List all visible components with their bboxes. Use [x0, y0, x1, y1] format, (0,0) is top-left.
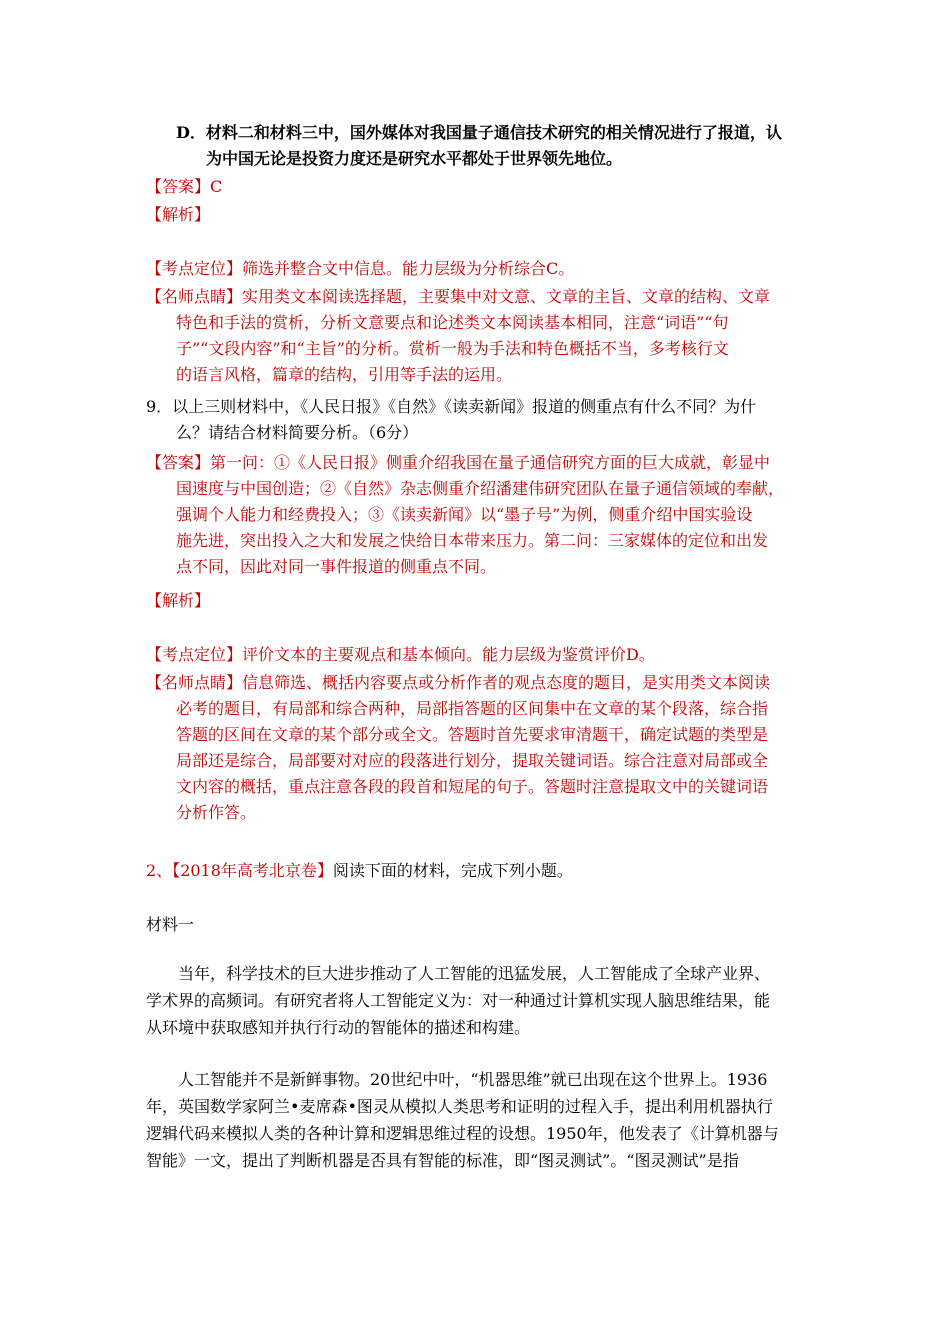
material-paragraph-1: [146, 960, 806, 1041]
q9-dianjing: [146, 670, 806, 826]
q9-question-line-2: 么？请结合材料简要分析。（6分）: [176, 423, 419, 442]
para1-line-3: 从环境中获取感知并执行行动的智能体的描述和构建。: [146, 1018, 531, 1037]
q9-answer-line-3: 强调个人能力和经费投入；③《读卖新闻》以“墨子号”为例，侧重介绍中国实验设: [176, 505, 753, 524]
q8-dianjing-line-1: 【名师点睛】实用类文本阅读选择题，主要集中对文意、文章的主旨、文章的结构、文章: [146, 287, 771, 306]
para2-line-4: 智能》一文，提出了判断机器是否具有智能的标准，即“图灵测试”。“图灵测试”是指: [146, 1151, 739, 1170]
q9-analysis-label: 【解析】: [146, 591, 211, 610]
q8-dianjing: [146, 284, 806, 388]
q9-question-line-1: 9．以上三则材料中，《人民日报》《自然》《读卖新闻》报道的侧重点有什么不同？为什: [146, 397, 757, 416]
section-2-header: [146, 858, 806, 884]
q8-dianjing-line-2: 特色和手法的赏析，分析文意要点和论述类文本阅读基本相同，注意“词语”“句: [176, 313, 729, 332]
q8-answer: 【答案】C: [146, 177, 223, 196]
q9-dianjing-line-4: 局部还是综合，局部要对对应的段落进行划分，提取关键词语。综合注意对局部或全: [176, 751, 769, 770]
para2-line-3: 逻辑代码来模拟人类的各种计算和逻辑思维过程的设想。1950年，他发表了《计算机器与: [146, 1124, 779, 1143]
q8-dianjing-line-3: 子”“文段内容”和“主旨”的分析。赏析一般为手法和特色概括不当，多考核行文: [176, 339, 729, 358]
q9-dianjing-line-2: 必考的题目，有局部和综合两种，局部指答题的区间集中在文章的某个段落，综合指: [176, 699, 769, 718]
q9-dianjing-line-3: 答题的区间在文章的某个部分或全文。答题时首先要求审清题干，确定试题的类型是: [176, 725, 769, 744]
para1-line-1: 当年，科学技术的巨大进步推动了人工智能的迅猛发展，人工智能成了全球产业界、: [178, 964, 771, 983]
section-2-number: 2、: [146, 861, 173, 880]
q9-dianjing-line-6: 分析作答。: [176, 803, 257, 822]
q9-kaodian: 【考点定位】评价文本的主要观点和基本倾向。能力层级为鉴赏评价D。: [146, 645, 655, 664]
section-2-source: 【2018年高考北京卷】: [172, 861, 333, 880]
q9-answer-line-4: 施先进，突出投入之大和发展之快给日本带来压力。第二问：三家媒体的定位和出发: [176, 531, 769, 550]
q9-question: [146, 394, 806, 446]
option-d-line-2: 为中国无论是投资力度还是研究水平都处于世界领先地位。: [206, 149, 623, 168]
q9-answer: [146, 450, 806, 580]
option-d: [176, 120, 816, 172]
para1-line-2: 学术界的高频词。有研究者将人工智能定义为：对一种通过计算机实现人脑思维结果，能: [146, 991, 771, 1010]
material-title: 材料一: [146, 915, 195, 934]
option-d-line-1: D．材料二和材料三中，国外媒体对我国量子通信技术研究的相关情况进行了报道，认: [176, 123, 782, 142]
q9-answer-line-2: 国速度与中国创造；②《自然》杂志侧重介绍潘建伟研究团队在量子通信领域的奉献，: [176, 479, 785, 498]
q9-dianjing-line-1: 【名师点睛】信息筛选、概括内容要点或分析作者的观点态度的题目，是实用类文本阅读: [146, 673, 771, 692]
para2-line-2: 年，英国数学家阿兰•麦席森•图灵从模拟人类思考和证明的过程入手，提出利用机器执行: [146, 1097, 773, 1116]
material-paragraph-2: [146, 1066, 806, 1174]
q9-answer-line-5: 点不同，因此对同一事件报道的侧重点不同。: [176, 557, 497, 576]
section-2-instruction: 阅读下面的材料，完成下列小题。: [332, 861, 573, 880]
q9-dianjing-line-5: 文内容的概括，重点注意各段的段首和短尾的句子。答题时注意提取文中的关键词语: [176, 777, 769, 796]
q8-dianjing-line-4: 的语言风格，篇章的结构，引用等手法的运用。: [176, 365, 513, 384]
para2-line-1: 人工智能并不是新鲜事物。20世纪中叶，“机器思维”就已出现在这个世界上。1936: [178, 1070, 768, 1089]
q9-answer-line-1: 【答案】第一问：①《人民日报》侧重介绍我国在量子通信研究方面的巨大成就，彰显中: [146, 453, 771, 472]
q8-kaodian: 【考点定位】筛选并整合文中信息。能力层级为分析综合C。: [146, 259, 575, 278]
q8-analysis-label: 【解析】: [146, 205, 211, 224]
